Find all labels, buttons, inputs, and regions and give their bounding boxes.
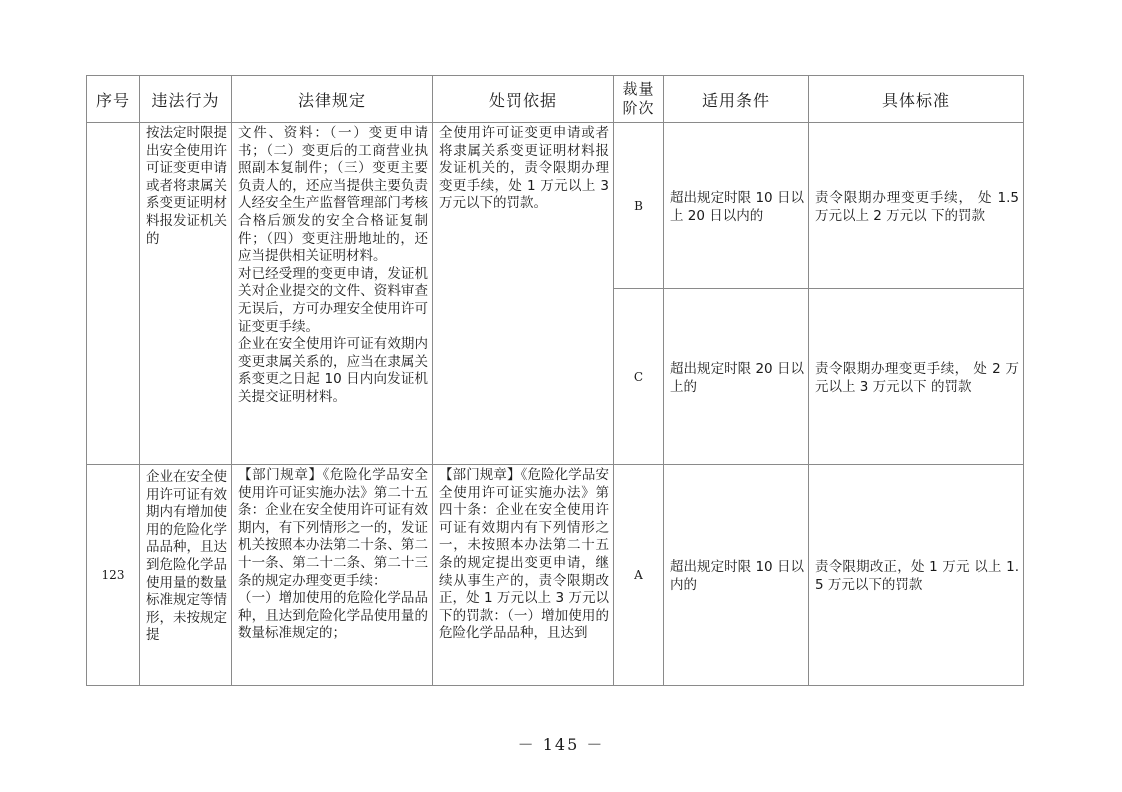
cell-condition-a: 超出规定时限 10 日以内的 [664, 465, 809, 686]
header-penalty-basis: 处罚依据 [433, 76, 614, 123]
cell-condition-c: 超出规定时限 20 日以上的 [664, 289, 809, 465]
cell-tier-b: B [614, 123, 664, 289]
law-text: 文件、资料：（一）变更申请书；（二）变更后的工商营业执照副本复制件；（三）变更主要负责人的，还应当提供主要负责人经安全生产监督管理部门考核合格后颁发的安全合格证复制件；（四）变更注册地址的，还应当提供相关证明材料。 对已经受理的变更申请，发证机关对企业提交的文件、资料审查无误后，方可办理安全使用许可证变更手续。 企业在安全使用许可证有效期内变更隶属关系的，应当在隶属关系变更之日起 10 日内向发证机关提交证明材料。 [238, 125, 428, 405]
cell-tier-a: A [614, 465, 664, 686]
violation-text: 企业在安全使用许可证有效期内有增加使用的危险化学品品种，且达到危险化学品使用量的数量标准规定等情形，未按规定提 [146, 469, 227, 644]
cell-penalty-basis [433, 123, 614, 465]
cell-tier-c: C [614, 289, 664, 465]
header-violation: 违法行为 [140, 76, 232, 123]
header-seq: 序号 [87, 76, 140, 123]
cell-condition-b: 超出规定时限 10 日以上 20 日以内的 [664, 123, 809, 289]
header-condition: 适用条件 [664, 76, 809, 123]
cell-penalty-basis [433, 465, 614, 686]
law-text: 【部门规章】《危险化学品安全使用许可证实施办法》第二十五条：企业在安全使用许可证有效期内，有下列情形之一的，发证机关按照本办法第二十条、第二十一条、第二十二条、第二十三条的规定办理变更手续： （一）增加使用的危险化学品品种，且达到危险化学品使用量的数量标准规定的； [238, 467, 428, 642]
regulation-table [86, 75, 1024, 686]
cell-standard-a: 责令限期改正，处 1 万元 以上 1.5 万元以下的罚款 [809, 465, 1024, 686]
penalty-basis-text: 【部门规章】《危险化学品安全使用许可证实施办法》第四十条：企业在安全使用许可证有效期内有下列情形之一，未按照本办法第二十五条的规定提出变更申请，继续从事生产的，责令限期改正，处 1 万元以上 3 万元以下的罚款：（一）增加使用的危险化学品品种，且达到 [439, 467, 609, 642]
table-row [87, 123, 1024, 289]
cell-standard-b: 责令限期办理变更手续， 处 1.5 万元以上 2 万元以 下的罚款 [809, 123, 1024, 289]
header-tier: 裁量 阶次 [614, 76, 664, 123]
cell-law [232, 465, 433, 686]
table-header-row [87, 76, 1024, 123]
cell-seq [87, 123, 140, 465]
cell-seq: 123 [87, 465, 140, 686]
cell-violation [140, 123, 232, 465]
table-row [87, 465, 1024, 686]
violation-text: 按法定时限提出安全使用许可证变更申请或者将隶属关系变更证明材料报发证机关的 [146, 125, 227, 247]
page-number: － 145 － [517, 735, 605, 754]
header-standard: 具体标准 [809, 76, 1024, 123]
header-law: 法律规定 [232, 76, 433, 123]
cell-law [232, 123, 433, 465]
penalty-basis-text: 全使用许可证变更申请或者将隶属关系变更证明材料报发证机关的，责令限期办理变更手续，处 1 万元以上 3 万元以下的罚款。 [439, 125, 609, 212]
cell-standard-c: 责令限期办理变更手续， 处 2 万元以上 3 万元以下 的罚款 [809, 289, 1024, 465]
cell-violation [140, 465, 232, 686]
